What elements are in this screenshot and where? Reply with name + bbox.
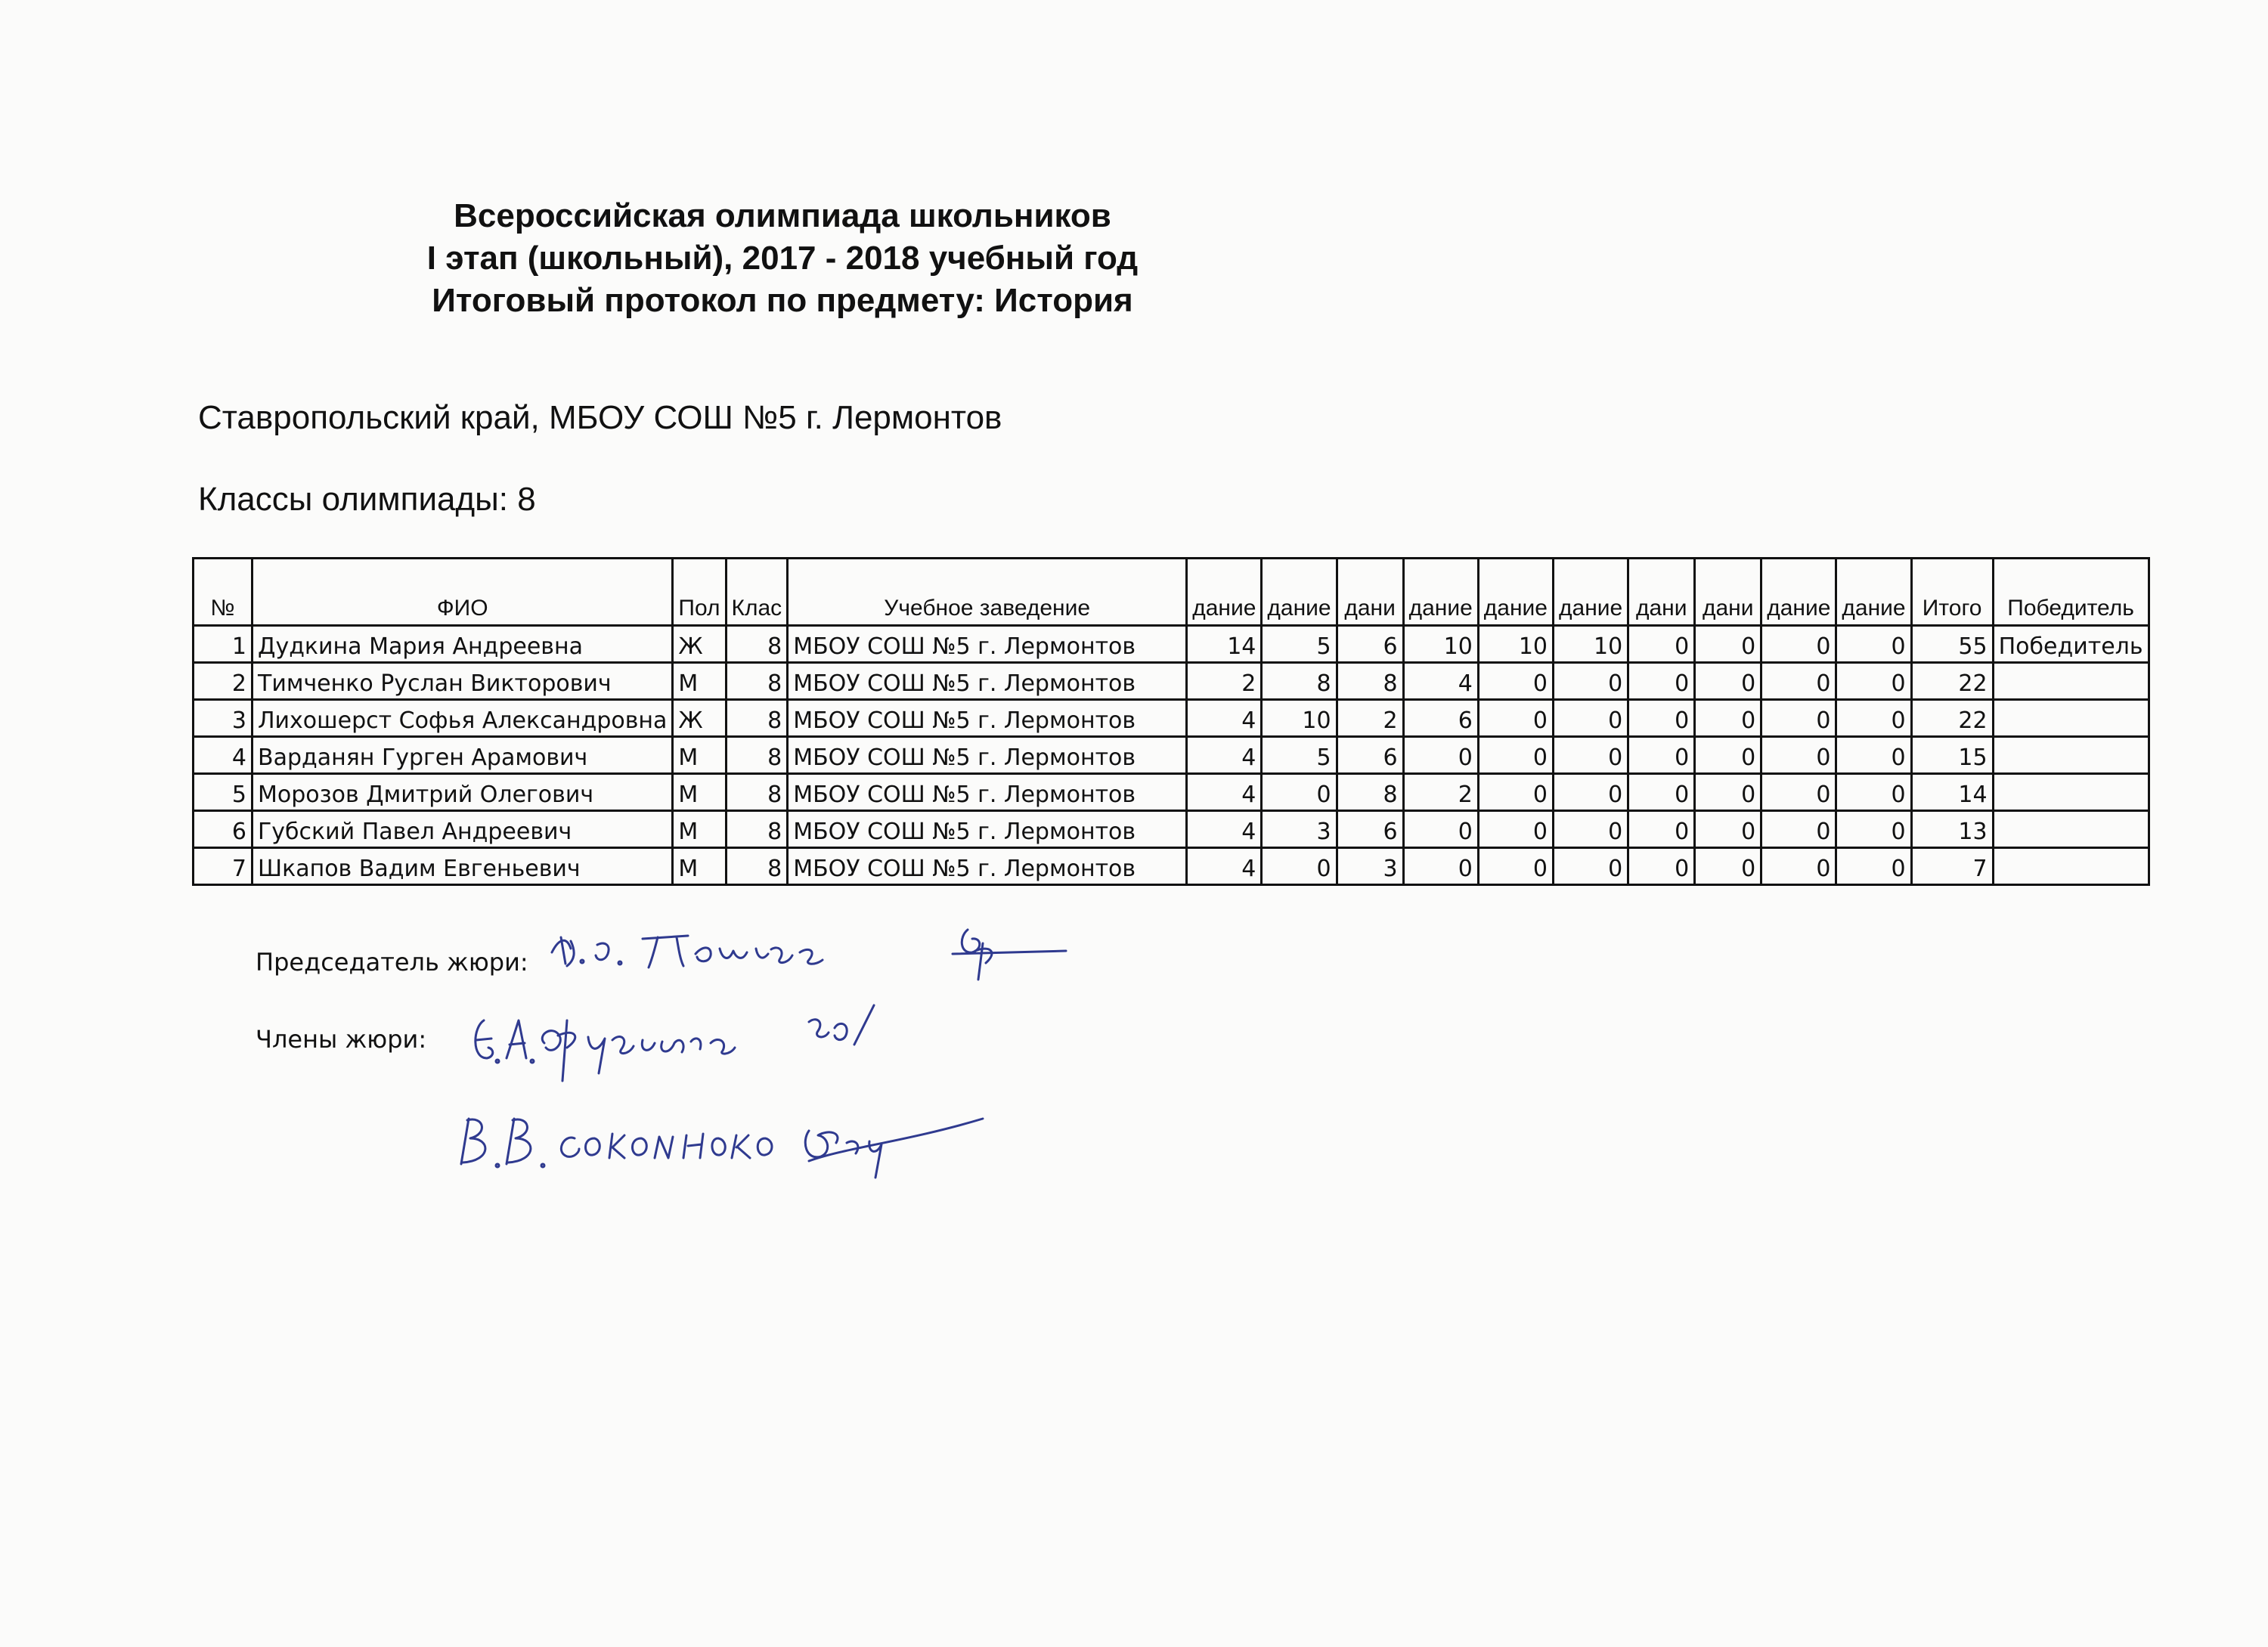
cell-task-score: 0 [1478,737,1553,774]
cell-task-score: 4 [1403,663,1478,700]
cell-task-score: 8 [1337,663,1403,700]
cell-task-score: 0 [1628,848,1695,885]
cell-sex: М [673,848,726,885]
column-header: дани [1628,559,1695,626]
cell-task-score: 0 [1695,811,1761,848]
cell-grade: 8 [726,848,788,885]
cell-task-score: 2 [1187,663,1262,700]
cell-task-score: 0 [1836,700,1911,737]
cell-school: МБОУ СОШ №5 г. Лермонтов [788,774,1187,811]
cell-task-score: 0 [1628,663,1695,700]
cell-task-score: 6 [1337,626,1403,663]
cell-task-score: 3 [1262,811,1337,848]
cell-total: 13 [1911,811,1993,848]
cell-task-score: 0 [1695,700,1761,737]
cell-winner [1993,774,2149,811]
cell-total: 55 [1911,626,1993,663]
cell-task-score: 0 [1836,626,1911,663]
cell-total: 22 [1911,663,1993,700]
cell-task-score: 10 [1478,626,1553,663]
column-header: Пол [673,559,726,626]
cell-task-score: 6 [1403,700,1478,737]
cell-number: 4 [194,737,253,774]
cell-winner: Победитель [1993,626,2149,663]
cell-sex: М [673,811,726,848]
column-header: Итого [1911,559,1993,626]
cell-task-score: 0 [1403,848,1478,885]
cell-task-score: 0 [1478,848,1553,885]
column-header: дание [1262,559,1337,626]
cell-sex: Ж [673,700,726,737]
cell-task-score: 10 [1403,626,1478,663]
cell-task-score: 0 [1554,774,1628,811]
cell-task-score: 0 [1554,700,1628,737]
cell-task-score: 4 [1187,700,1262,737]
cell-task-score: 0 [1695,737,1761,774]
cell-task-score: 0 [1695,774,1761,811]
member1-signature [461,983,1005,1088]
cell-school: МБОУ СОШ №5 г. Лермонтов [788,700,1187,737]
table-row [194,848,2149,885]
cell-task-score: 0 [1554,737,1628,774]
cell-task-score: 5 [1262,626,1337,663]
cell-task-score: 6 [1337,811,1403,848]
column-header: дани [1337,559,1403,626]
cell-grade: 8 [726,700,788,737]
cell-total: 15 [1911,737,1993,774]
cell-number: 3 [194,700,253,737]
cell-school: МБОУ СОШ №5 г. Лермонтов [788,848,1187,885]
cell-task-score: 0 [1403,737,1478,774]
cell-name: Морозов Дмитрий Олегович [253,774,673,811]
cell-task-score: 0 [1836,811,1911,848]
cell-grade: 8 [726,663,788,700]
table-row [194,663,2149,700]
column-header: дание [1836,559,1911,626]
column-header: № [194,559,253,626]
cell-task-score: 0 [1628,811,1695,848]
member2-signature [454,1088,1028,1187]
olympiad-classes: Классы олимпиады: 8 [198,481,536,518]
cell-grade: 8 [726,626,788,663]
cell-task-score: 0 [1695,663,1761,700]
cell-winner [1993,848,2149,885]
cell-task-score: 0 [1836,663,1911,700]
cell-task-score: 0 [1478,811,1553,848]
cell-name: Тимченко Руслан Викторович [253,663,673,700]
title-line-3: Итоговый протокол по предмету: История [432,282,1133,319]
cell-winner [1993,811,2149,848]
cell-task-score: 0 [1836,848,1911,885]
cell-sex: М [673,737,726,774]
column-header: дание [1554,559,1628,626]
jury-chair-label: Председатель жюри: [256,948,528,977]
cell-task-score: 10 [1262,700,1337,737]
cell-task-score: 5 [1262,737,1337,774]
table-row [194,811,2149,848]
cell-task-score: 0 [1478,663,1553,700]
cell-task-score: 8 [1262,663,1337,700]
chair-signature [544,907,1074,990]
column-header: Клас [726,559,788,626]
column-header: ФИО [253,559,673,626]
cell-task-score: 0 [1478,774,1553,811]
cell-name: Шкапов Вадим Евгеньевич [253,848,673,885]
cell-number: 1 [194,626,253,663]
cell-task-score: 4 [1187,774,1262,811]
cell-task-score: 0 [1554,663,1628,700]
column-header: Учебное заведение [788,559,1187,626]
cell-winner [1993,737,2149,774]
results-table [192,557,2150,886]
cell-task-score: 4 [1187,811,1262,848]
cell-grade: 8 [726,811,788,848]
title-line-2: I этап (школьный), 2017 - 2018 учебный год [426,240,1139,277]
cell-task-score: 0 [1761,848,1836,885]
cell-task-score: 2 [1403,774,1478,811]
cell-task-score: 0 [1262,774,1337,811]
cell-task-score: 0 [1761,700,1836,737]
cell-number: 2 [194,663,253,700]
cell-task-score: 0 [1836,737,1911,774]
cell-name: Губский Павел Андреевич [253,811,673,848]
column-header: Победитель [1993,559,2149,626]
cell-task-score: 0 [1554,811,1628,848]
cell-task-score: 0 [1761,626,1836,663]
cell-grade: 8 [726,774,788,811]
table-row [194,774,2149,811]
column-header: дание [1761,559,1836,626]
cell-task-score: 0 [1554,848,1628,885]
cell-name: Варданян Гурген Арамович [253,737,673,774]
cell-school: МБОУ СОШ №5 г. Лермонтов [788,626,1187,663]
cell-name: Лихошерст Софья Александровна [253,700,673,737]
cell-school: МБОУ СОШ №5 г. Лермонтов [788,811,1187,848]
title-line-1: Всероссийская олимпиада школьников [454,197,1111,234]
cell-winner [1993,700,2149,737]
column-header: дание [1478,559,1553,626]
cell-task-score: 3 [1337,848,1403,885]
cell-task-score: 0 [1262,848,1337,885]
column-header: дание [1187,559,1262,626]
jury-members-label: Члены жюри: [256,1025,427,1054]
cell-task-score: 6 [1337,737,1403,774]
table-row [194,737,2149,774]
cell-task-score: 0 [1628,700,1695,737]
cell-sex: Ж [673,626,726,663]
cell-task-score: 4 [1187,848,1262,885]
cell-task-score: 10 [1554,626,1628,663]
cell-task-score: 0 [1761,811,1836,848]
document-title [0,195,1565,322]
cell-task-score: 0 [1761,737,1836,774]
table-row [194,700,2149,737]
cell-task-score: 0 [1695,626,1761,663]
cell-name: Дудкина Мария Андреевна [253,626,673,663]
cell-task-score: 0 [1695,848,1761,885]
table-row [194,626,2149,663]
cell-sex: М [673,663,726,700]
cell-task-score: 2 [1337,700,1403,737]
cell-task-score: 14 [1187,626,1262,663]
cell-task-score: 4 [1187,737,1262,774]
cell-total: 14 [1911,774,1993,811]
cell-sex: М [673,774,726,811]
cell-task-score: 0 [1761,663,1836,700]
cell-task-score: 0 [1628,774,1695,811]
cell-task-score: 0 [1478,700,1553,737]
cell-task-score: 0 [1761,774,1836,811]
region-school: Ставропольский край, МБОУ СОШ №5 г. Лермонтов [198,399,1002,436]
cell-task-score: 0 [1403,811,1478,848]
cell-task-score: 8 [1337,774,1403,811]
column-header: дани [1695,559,1761,626]
cell-school: МБОУ СОШ №5 г. Лермонтов [788,663,1187,700]
column-header: дание [1403,559,1478,626]
cell-task-score: 0 [1836,774,1911,811]
cell-school: МБОУ СОШ №5 г. Лермонтов [788,737,1187,774]
cell-task-score: 0 [1628,626,1695,663]
cell-number: 7 [194,848,253,885]
cell-grade: 8 [726,737,788,774]
cell-task-score: 0 [1628,737,1695,774]
cell-number: 6 [194,811,253,848]
table-header-row [194,559,2149,626]
cell-total: 22 [1911,700,1993,737]
cell-number: 5 [194,774,253,811]
cell-total: 7 [1911,848,1993,885]
cell-winner [1993,663,2149,700]
